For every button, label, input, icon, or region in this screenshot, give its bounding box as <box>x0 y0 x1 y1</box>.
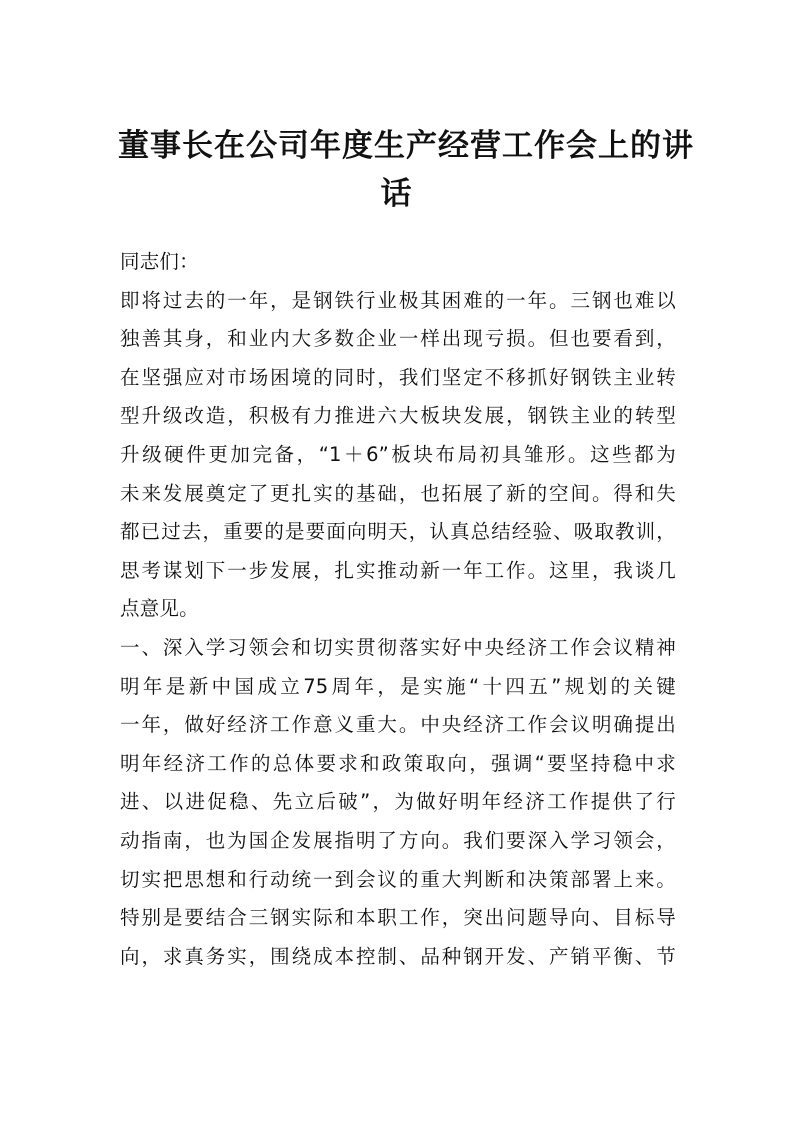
paragraph-line: 一年，做好经济工作意义重大。中央经济工作会议明确提出 <box>120 713 676 737</box>
paragraph-line: 即将过去的一年，是钢铁行业极其困难的一年。三钢也难以 <box>120 288 676 312</box>
document-body <box>120 243 676 976</box>
paragraph-line: 未来发展奠定了更扎实的基础，也拓展了新的空间。得和失 <box>120 481 676 505</box>
paragraph-line: 都已过去，重要的是要面向明天，认真总结经验、吸取教训， <box>120 520 676 544</box>
document-title <box>118 122 694 218</box>
paragraph-line: 升级硬件更加完备，“1＋6”板块布局初具雏形。这些都为 <box>120 442 676 466</box>
paragraph-line: 点意见。 <box>120 597 199 621</box>
paragraph-line: 向，求真务实，围绕成本控制、品种钢开发、产销平衡、节 <box>120 944 676 968</box>
paragraph-line: 切实把思想和行动统一到会议的重大判断和决策部署上来。 <box>120 867 676 891</box>
paragraph-line: 动指南，也为国企发展指明了方向。我们要深入学习领会， <box>120 828 676 852</box>
paragraph-line: 明年经济工作的总体要求和政策取向，强调“要坚持稳中求 <box>120 751 676 775</box>
paragraph-line: 进、以进促稳、先立后破”，为做好明年经济工作提供了行 <box>120 790 676 814</box>
paragraph-line: 特别是要结合三钢实际和本职工作，突出问题导向、目标导 <box>120 906 676 930</box>
paragraph-line: 明年是新中国成立75周年，是实施“十四五”规划的关键 <box>120 674 676 698</box>
greeting: 同志们： <box>120 250 199 273</box>
paragraph-line: 在坚强应对市场困境的同时，我们坚定不移抓好钢铁主业转 <box>120 365 676 389</box>
section-heading: 一、深入学习领会和切实贯彻落实好中央经济工作会议精神 <box>120 635 676 659</box>
paragraph-line: 型升级改造，积极有力推进六大板块发展，钢铁主业的转型 <box>120 404 676 428</box>
title-line: 话 <box>380 176 413 212</box>
paragraph-line: 思考谋划下一步发展，扎实推动新一年工作。这里，我谈几 <box>120 558 676 582</box>
title-line: 董事长在公司年度生产经营工作会上的讲 <box>118 128 694 164</box>
paragraph-line: 独善其身，和业内大多数企业一样出现亏损。但也要看到， <box>120 327 676 351</box>
